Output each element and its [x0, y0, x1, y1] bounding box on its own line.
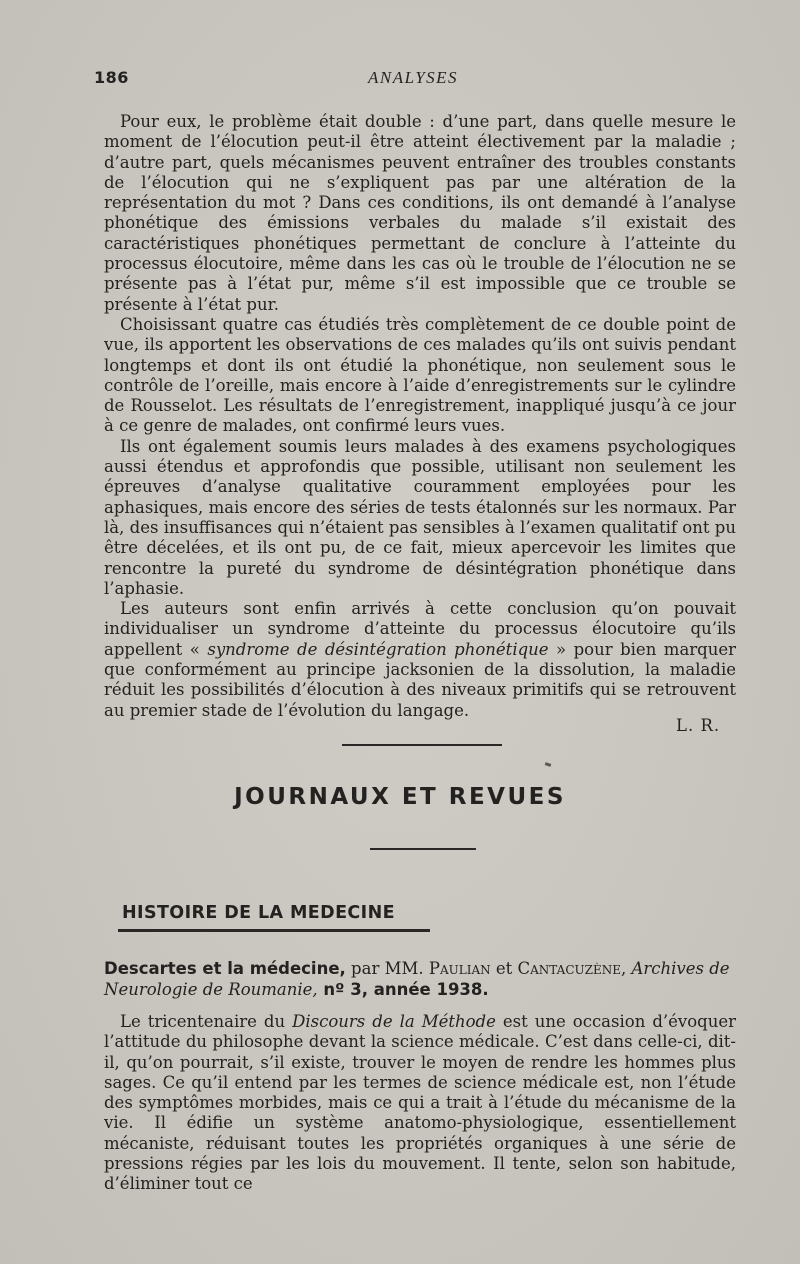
- review-paragraph-4-end: » pour bien marquer que conformément au principe jacksonien de la dissolution, la maladie réduit les possibilités d’élocution à des niveaux primitifs qui se retrouvent au premier stade de l’évolution du langage.: [104, 639, 737, 720]
- title-underline: [370, 848, 476, 850]
- review-paragraph-4: [104, 599, 736, 721]
- review-paragraph-2: Choisissant quatre cas étudiés très complètement de ce double point de vue, ils apportent les observations de ces malades qu’ils ont suivis pendant longtemps et dont ils ont étudié la phonétique, non seulement sous le contrôle de l’oreille, mais encore à l’aide d’enregistrements sur le cylindre de Rousselot. Les résultats de l’enregistrement, inappliqué jusqu’à ce jour à ce genre de malades, ont confirmé leurs vues.: [104, 314, 736, 436]
- review-paragraph-4-start: Les auteurs sont enfin arrivés à cette conclusion qu’on pouvait individualiser un syndrome d’atteinte du processus élocutoire qu’ils appellent «: [104, 599, 736, 659]
- running-head: ANALYSES: [368, 68, 459, 87]
- article-paragraph-1: [104, 1012, 736, 1195]
- citation-title: Descartes et la médecine,: [104, 959, 346, 978]
- citation-and: et: [490, 959, 518, 978]
- citation-comma: ,: [620, 959, 632, 978]
- citation-by: par MM.: [345, 959, 429, 978]
- article-text: [104, 1012, 736, 1195]
- citation-author-1: Paulian: [428, 959, 491, 978]
- review-text: [104, 112, 736, 721]
- review-paragraph-3: Ils ont également soumis leurs malades à des examens psychologiques aussi étendus et approfondis que possible, utilisant non seulement les épreuves d’analyse qualitative couramment employées pour les aphasiques, mais encore des séries de tests étalonnés sur les normaux. Par là, des insuffisances qui n’étaient pas sensibles à l’examen qualitatif ont pu être décelées, et ils ont pu, de ce fait, mieux apercevoir les limites que rencontre la pureté du syndrome de désintégration phonétique dans l’aphasie.: [104, 436, 736, 598]
- review-paragraph-1: Pour eux, le problème était double : d’une part, dans quelle mesure le moment de l’élocution peut-il être atteint électivement par la maladie ; d’autre part, quels mécanismes peuvent entraîner des troubles constants de l’élocution qui ne s’expliquent pas par une altération de la représentation du mot ? Dans ces conditions, ils ont demandé à l’analyse phonétique des émissions verbales du malade s’il existait des caractéristiques phonétiques permettant de conclure à l’atteinte du processus élocutoire, même dans les cas où le trouble de l’élocution ne se présente pas à l’état pur, même s’il est impossible que ce trouble se présente à l’état pur.: [104, 112, 736, 314]
- subsection-title: HISTOIRE DE LA MEDECINE: [122, 903, 395, 923]
- page-number: 186: [94, 68, 129, 87]
- work-title: Discours de la Méthode: [292, 1012, 496, 1031]
- page-header: [94, 68, 734, 92]
- section-title: JOURNAUX ET REVUES: [234, 784, 566, 810]
- citation-issue: nº 3, année 1938.: [317, 980, 489, 999]
- article-paragraph-1-start: Le tricentenaire du: [120, 1012, 293, 1031]
- article-paragraph-1-end: est une occasion d’évoquer l’attitude du philosophe devant la science médicale. C’est dans celle-ci, dit-il, qu’on pourrait, s’il existe, trouver le moyen de rendre les hommes plus sages. Ce qu’il entend par les termes de science médicale est, non l’étude des symptômes morbides, mais ce qui a trait à l’étude du mécanisme de la vie. Il édifie un système anatomo-physiologique, essentiellement mécaniste, réduisant toutes les propriétés organiques à une série de pressions régies par les lois du mouvement. Il tente, selon son habitude, d’éliminer tout ce: [104, 1012, 736, 1194]
- subsection-underline: [118, 929, 430, 932]
- citation-journal: Archives de Neurologie de Roumanie,: [104, 959, 730, 999]
- citation-author-2: Cantacuzène: [517, 959, 621, 978]
- section-divider: [342, 744, 502, 746]
- print-speck: [545, 762, 552, 767]
- reviewer-signature: L. R.: [676, 716, 721, 735]
- article-citation: [104, 958, 736, 1000]
- syndrome-term: syndrome de désintégration phonétique: [207, 639, 549, 659]
